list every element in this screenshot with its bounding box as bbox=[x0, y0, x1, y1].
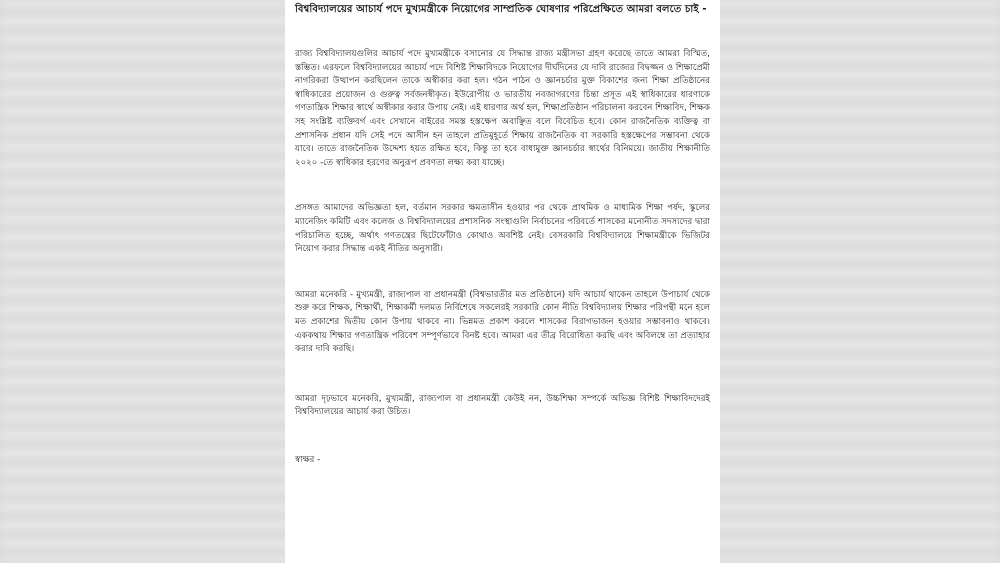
document-title: বিশ্ববিদ্যালয়ের আচার্য পদে মুখ্যমন্ত্রীকে নিয়োগের সাম্প্রতিক ঘোষণার পরিপ্রেক্ষিতে আমরা বলতে চাই - bbox=[295, 4, 707, 15]
paragraph-experience: প্রসঙ্গত আমাদের অভিজ্ঞতা হল, বর্তমান সরকার ক্ষমতাসীন হওয়ার পর থেকে প্রাথমিক ও মাধ্যমিক শিক্ষা পর্ষদ, স্কুলের ম্যানেজিং কমিটি এবং কলেজ ও বিশ্ববিদ্যালয়ের প্রশাসনিক সংস্থাগুলি নির্বাচনের পরিবর্তে শাসকের মনোনীত সদস্যদের দ্বারা পরিচালিত হচ্ছে, অর্থাৎ গণতন্ত্রের ছিটেফোঁটাও কোথাও অবশিষ্ট নেই। বেসরকারি বিশ্ববিদ্যালয়ে শিক্ষামন্ত্রীকে ভিজিটর নিয়োগ করার সিদ্ধান্ত একই নীতির অনুসারী। bbox=[295, 203, 710, 255]
signature-label: স্বাক্ষর - bbox=[295, 454, 321, 465]
document-page bbox=[285, 0, 720, 563]
paragraph-demand: আমরা দৃঢ়ভাবে মনেকরি, মুখ্যমন্ত্রী, রাজ্যপাল বা প্রধানমন্ত্রী কেউই নন, উচ্চশিক্ষা সম্পর্কে অভিজ্ঞ বিশিষ্ট শিক্ষাবিদদেরই বিশ্ববিদ্যালয়ের আচার্য করা উচিত। bbox=[295, 393, 710, 418]
paragraph-autonomy: রাজ্য বিশ্ববিদ্যালয়গুলির আচার্য পদে মুখ্যমন্ত্রীকে বসানোর যে সিদ্ধান্ত রাজ্য মন্ত্রীসভা গ্রহণ করেছে তাতে আমরা বিস্মিত, স্তম্ভিত। এরফলে বিশ্ববিদ্যালয়ের আচার্য পদে বিশিষ্ট শিক্ষাবিদকে নিয়োগের দীর্ঘদিনের যে দাবি রাজ্যের বিদ্বজ্জন ও শিক্ষাপ্রেমী নাগরিকরা উত্থাপন করছিলেন তাকে অস্বীকার করা হল। গঠন পাঠন ও জ্ঞানচর্চার মুক্ত বিকাশের জন্য শিক্ষা প্রতিষ্ঠানের স্বাধিকারের প্রয়োজন ও গুরুত্ব সর্বজনস্বীকৃত। ইউরোপীয় ও ভারতীয় নবজাগরণের চিন্তা প্রসূত এই স্বাধিকারের ধারণাকে গণতান্ত্রিক শিক্ষার স্বার্থে অস্বীকার করার উপায় নেই। এই ধারণার অর্থ হল, শিক্ষাপ্রতিষ্ঠান পরিচালনা করবেন শিক্ষাবিদ, শিক্ষক সহ সংশ্লিষ্ট ব্যক্তিবর্গ এবং সেখানে বাইরের সমস্ত হস্তক্ষেপ অবাঞ্ছিত বলে বিবেচিত হবে। কোন রাজনৈতিক ব্যক্তিত্ব বা প্রশাসনিক প্রধান যদি সেই পদে আসীন হন তাহলে প্রতিমুহূর্তে শিক্ষায় রাজনৈতিক বা সরকারি হস্তক্ষেপের সম্ভাবনা থেকে যাবে। তাতে রাজনৈতিক উদ্দেশ্য হয়ত রক্ষিত হবে, কিন্তু তা হবে বাধামুক্ত জ্ঞানচর্চার স্বার্থের বিনিময়ে। জাতীয় শিক্ষানীতি ২০২০ -তে স্বাধিকার হরণের অনুরূপ প্রবণতা লক্ষ্য করা যাচ্ছে। bbox=[295, 49, 710, 168]
paragraph-opinion: আমরা মনেকরি - মুখ্যমন্ত্রী, রাজ্যপাল বা প্রধানমন্ত্রী (বিশ্বভারতীর মত প্রতিষ্ঠানে) যদি আচার্য থাকেন তাহলে উপাচার্য থেকে শুরু করে শিক্ষক, শিক্ষার্থী, শিক্ষাকর্মী দলমত নির্বিশেষে সকলেরই সরকারি কোন নীতি বিশ্ববিদ্যালয় শিক্ষার পরিপন্থী মনে হলে মত প্রকাশের দ্বিতীয় কোন উপায় থাকবে না। ভিন্নমত প্রকাশ করলে শাসকের বিরাগভাজন হওয়ার সম্ভাবনাও থাকবে। এককথায় শিক্ষার গণতান্ত্রিক পরিবেশ সম্পূর্ণভাবে বিনষ্ট হবে। আমরা এর তীব্র বিরোধিতা করছি এবং অবিলম্বে তা প্রত্যাহার করার দাবি করছি। bbox=[295, 289, 710, 355]
